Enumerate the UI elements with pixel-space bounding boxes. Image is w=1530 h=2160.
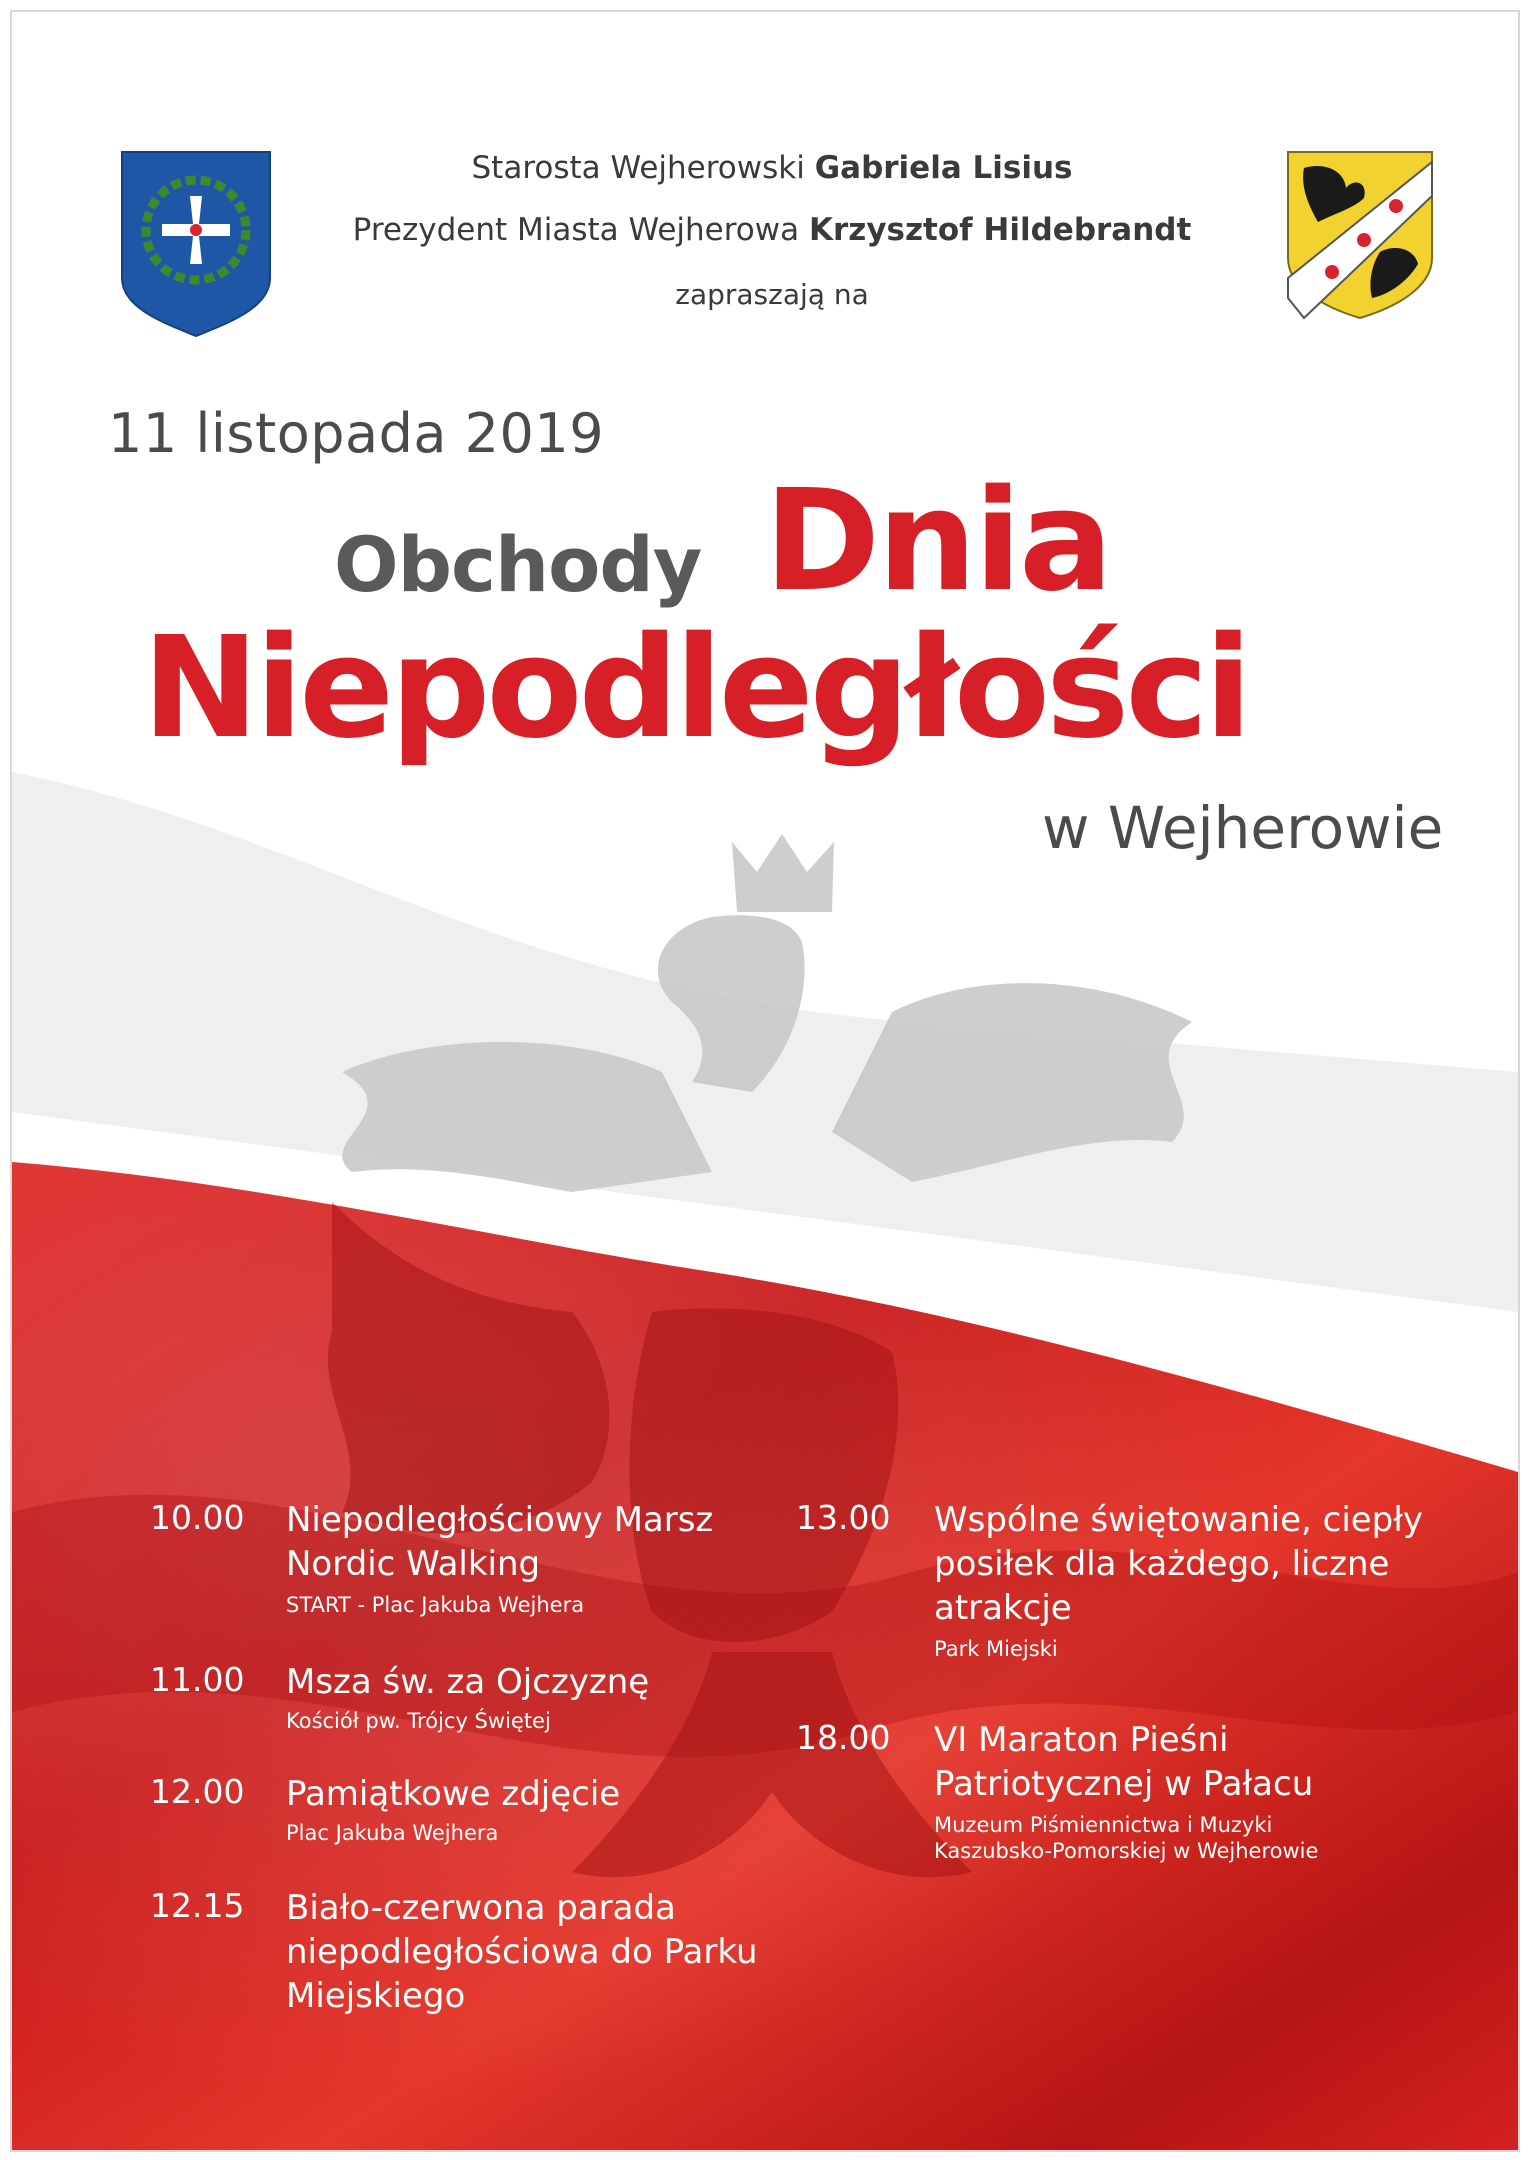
host-name: Gabriela Lisius [814,150,1073,186]
event-time: 12.00 [150,1772,245,1811]
event-time: 18.00 [796,1718,891,1757]
event-date: 11 listopada 2019 [108,402,605,465]
city-coat-of-arms-icon [118,148,274,338]
event-title: VI Maraton Pieśni Patriotycznej w Pałacu [934,1720,1314,1804]
invite-text: zapraszają na [675,278,869,311]
event-place: Kościół pw. Trójcy Świętej [286,1709,551,1733]
event-title: Pamiątkowe zdjęcie [286,1774,621,1814]
event-title: Msza św. za Ojczyznę [286,1662,650,1702]
host-role: Starosta Wejherowski [471,150,815,186]
event-place: START - Plac Jakuba Wejhera [286,1593,585,1617]
event-time: 12.15 [150,1886,245,1925]
title-dnia: Dnia [764,460,1111,623]
host-role: Prezydent Miasta Wejherowa [352,212,809,248]
host-name: Krzysztof Hildebrandt [808,212,1192,248]
event-time: 10.00 [150,1498,245,1537]
event-time: 13.00 [796,1498,891,1537]
title-obchody: Obchody [334,520,702,609]
poster [10,10,1520,2152]
event-place: Plac Jakuba Wejhera [286,1821,499,1845]
event-place: Muzeum Piśmiennictwa i Muzyki Kaszubsko-Pomorskiej w Wejherowie [934,1813,1319,1863]
event-title: Wspólne świętowanie, ciepły posiłek dla każdego, liczne atrakcje [934,1500,1424,1628]
host-line-starosta [292,150,1252,186]
title-location: w Wejherowie [1042,794,1444,862]
event-time: 11.00 [150,1660,245,1699]
event-place: Park Miejski [934,1637,1058,1661]
event-title: Niepodległościowy Marsz Nordic Walking [286,1500,714,1584]
host-line-prezydent [292,212,1252,248]
county-coat-of-arms-icon [1284,148,1436,320]
event-title: Biało-czerwona parada niepodległościowa do Parku Miejskiego [286,1888,758,2016]
title-niepodleglosci: Niepodległości [142,607,1249,770]
